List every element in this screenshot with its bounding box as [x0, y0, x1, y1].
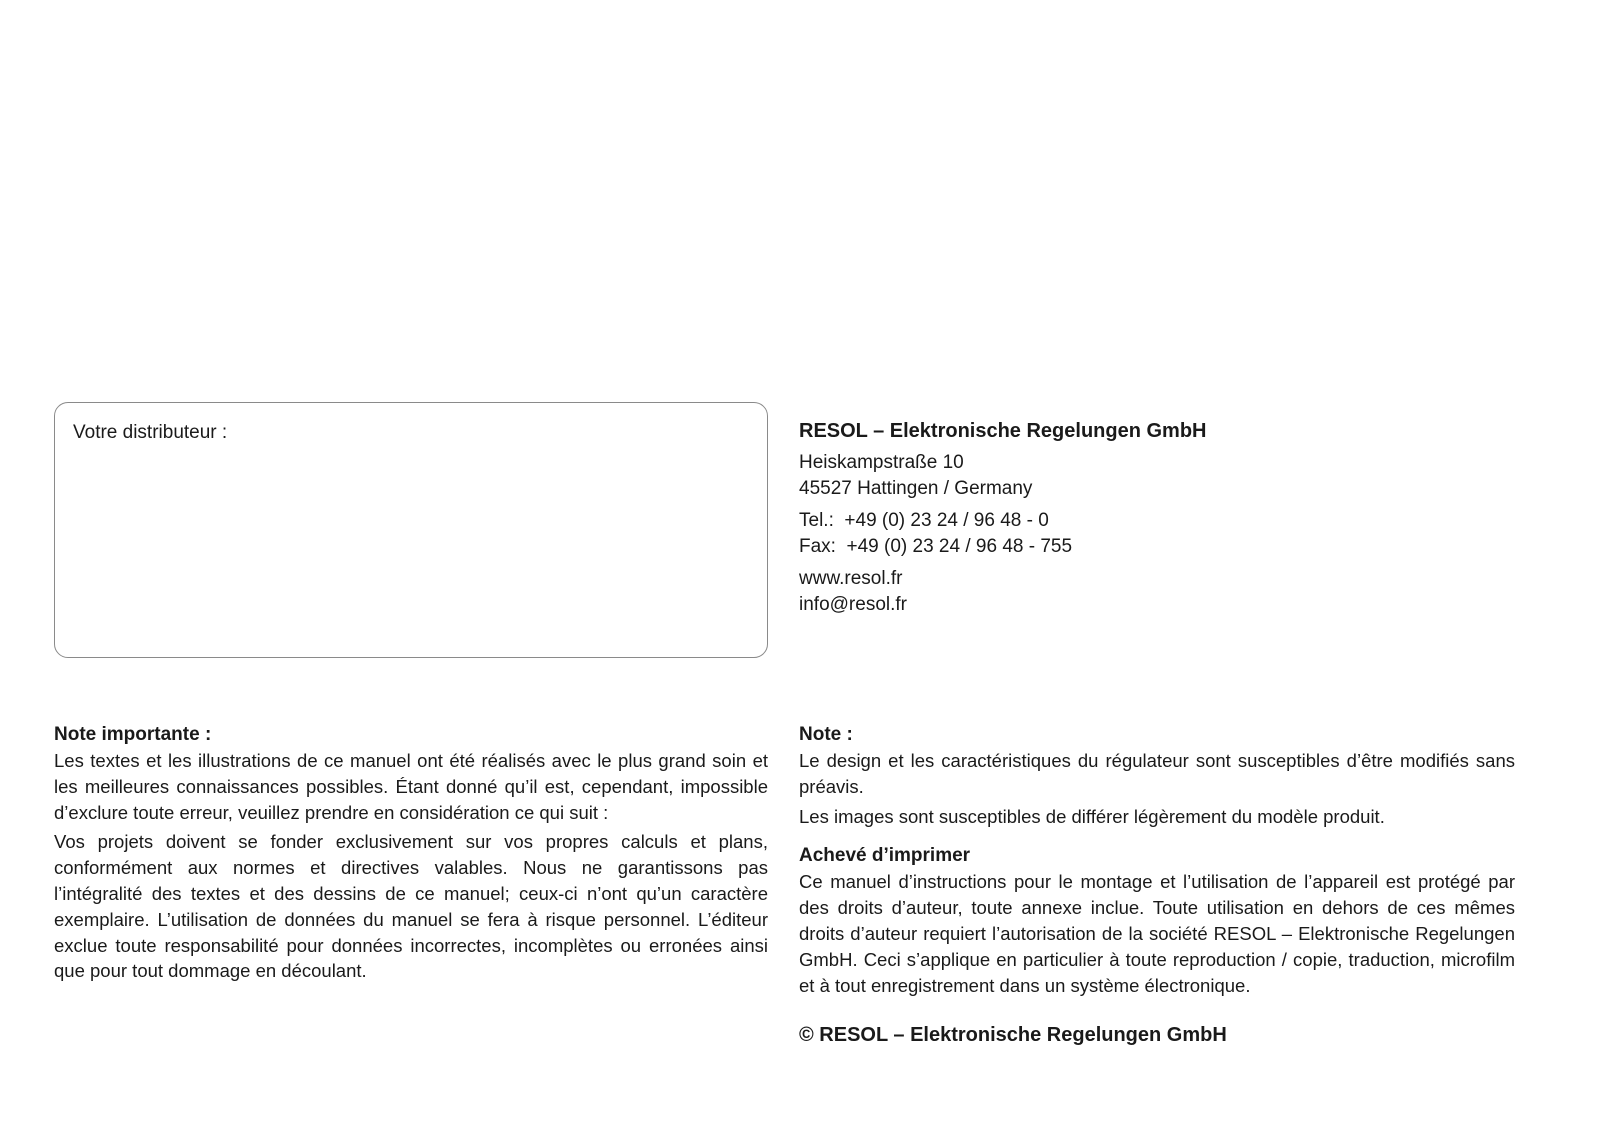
note-paragraph-1: Le design et les caractéristiques du régulateur sont susceptibles d’être modifiés sans préavis. — [799, 750, 1515, 797]
important-note-paragraph-2: Vos projets doivent se fonder exclusivement sur vos propres calculs et plans, conformément aux normes et directives valables. Nous ne garantissons pas l’intégralité des textes et des dessins de ce manuel; ceux-ci n’ont qu’un caractère exemplaire. L’utilisation de données du manuel se fera à risque personnel. L’éditeur exclue toute responsabilité pour données incorrectes, incomplètes ou erronées ainsi que pour tout dommage en découlant. — [54, 831, 768, 982]
company-email-link[interactable]: info@resol.fr — [799, 594, 907, 615]
distributor-label: Votre distributeur : — [73, 422, 228, 443]
company-street: Heiskampstraße 10 — [799, 452, 964, 473]
company-website-link[interactable]: www.resol.fr — [799, 568, 903, 589]
imprint-section — [799, 843, 1515, 998]
distributor-box — [54, 402, 768, 658]
note-title: Note : — [799, 724, 853, 745]
note-paragraph-2: Les images sont susceptibles de différer légèrement du modèle produit. — [799, 805, 1385, 827]
company-fax: Fax: +49 (0) 23 24 / 96 48 - 755 — [799, 536, 1073, 557]
notes-section — [799, 722, 1515, 1048]
important-note-section — [54, 722, 768, 984]
company-name: RESOL – Elektronische Regelungen GmbH — [799, 420, 1207, 442]
company-city: 45527 Hattingen / Germany — [799, 478, 1033, 499]
important-note-title: Note importante : — [54, 724, 212, 745]
company-tel: Tel.: +49 (0) 23 24 / 96 48 - 0 — [799, 510, 1049, 531]
company-contact-block — [799, 418, 1519, 618]
copyright-line: © RESOL – Elektronische Regelungen GmbH — [799, 1024, 1227, 1047]
imprint-title: Achevé d’imprimer — [799, 845, 971, 867]
important-note-paragraph-1: Les textes et les illustrations de ce manuel ont été réalisés avec le plus grand soin et les meilleures connaissances possibles. Étant donné qu’il est, cependant, impossible d’exclure toute erreur, veuillez prendre en considération ce qui suit : — [54, 750, 768, 823]
imprint-paragraph: Ce manuel d’instructions pour le montage et l’utilisation de l’appareil est protégé par des droits d’auteur, toute annexe inclue. Toute utilisation en dehors de ces mêmes droits d’auteur requiert l’autorisation de la société RESOL – Elektronische Regelungen GmbH. Ceci s’applique en particulier à toute reproduction / copie, traduction, microfilm et à tout enregistrement dans un système électronique. — [799, 871, 1515, 996]
